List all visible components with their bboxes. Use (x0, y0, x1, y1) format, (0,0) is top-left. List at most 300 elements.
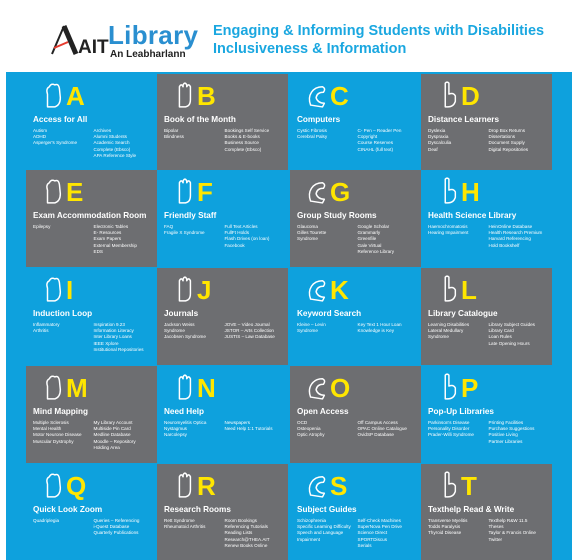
tile-header (164, 372, 281, 406)
tile-t[interactable] (421, 464, 552, 560)
tile-letter: F (197, 177, 213, 207)
tile-n[interactable] (157, 366, 288, 463)
tile-g[interactable] (290, 170, 421, 267)
tile-title: Group Study Rooms (297, 211, 377, 220)
tile-letter: D (461, 81, 480, 111)
condition-item: Arthritis (33, 328, 49, 334)
service-item[interactable]: CINAHL (full text) (357, 146, 394, 152)
tile-header (33, 372, 150, 406)
sign-language-hand-icon (173, 176, 195, 206)
condition-item: Motor Neurone Disease (33, 432, 82, 438)
sign-language-hand-icon (306, 470, 328, 500)
tile-title: Friendly Staff (164, 211, 217, 220)
service-item[interactable]: Knowledge is Key (357, 328, 395, 334)
service-item[interactable]: Serials (357, 542, 372, 548)
service-item[interactable]: Document Supply (488, 140, 525, 146)
conditions-list (297, 322, 354, 334)
conditions-list (164, 518, 221, 549)
condition-item: Specific Learning Difficulty (297, 524, 351, 530)
condition-item: Rheumatoid Arthritis (164, 524, 206, 530)
conditions-list (33, 322, 90, 353)
service-item[interactable]: Referencing Tutorials (224, 524, 268, 530)
condition-item: Dyspraxia (428, 134, 449, 140)
service-item[interactable]: SPORTDiscus (357, 536, 388, 542)
conditions-list (428, 224, 485, 249)
tile-header (33, 470, 150, 504)
service-item[interactable]: Theses (488, 524, 504, 530)
service-item[interactable]: EDS (93, 248, 103, 254)
ait-library-logo[interactable] (50, 18, 200, 62)
conditions-list (297, 420, 354, 439)
condition-item: Syndrome (164, 328, 185, 334)
tile-header (164, 274, 281, 308)
tile-title: Journals (164, 309, 199, 318)
service-item[interactable]: JSTOR – Arts Collection (224, 328, 274, 334)
tile-letter: T (461, 471, 477, 501)
sign-language-hand-icon (437, 274, 459, 304)
tile-lists (164, 322, 281, 341)
services-list (489, 420, 546, 445)
condition-item: Blindness (164, 134, 184, 140)
condition-item: Osteopenia (297, 426, 321, 432)
service-item[interactable]: Medline Database (93, 432, 131, 438)
tile-title: Distance Learners (428, 115, 499, 124)
tile-title: Pop-Up Libraries (428, 407, 494, 416)
service-item[interactable]: Loan Rules (488, 334, 512, 340)
services-list (94, 518, 151, 537)
tile-letter: O (330, 373, 351, 403)
condition-item: Hearing Impairment (428, 230, 469, 236)
logo-subtitle: An Leabharlann (110, 49, 186, 60)
tile-title: Induction Loop (33, 309, 93, 318)
service-item[interactable]: JOVE – Video Journal (224, 322, 270, 327)
conditions-list (33, 420, 90, 451)
conditions-list (164, 420, 221, 439)
conditions-list (164, 224, 221, 249)
tile-lists (33, 224, 150, 255)
condition-item: Thyroid Disease (428, 530, 462, 536)
service-item[interactable]: Archives (93, 128, 112, 133)
service-item[interactable]: Drop Box Returns (488, 128, 526, 133)
tile-j[interactable] (157, 268, 288, 365)
tile-k[interactable] (290, 268, 421, 365)
condition-item: Rett Syndrome (164, 518, 195, 523)
service-item[interactable]: SuperNova Pen Drive (357, 524, 402, 530)
condition-item: Nystagmus (164, 426, 187, 432)
tile-letter: N (197, 373, 216, 403)
sign-language-hand-icon (173, 470, 195, 500)
tile-title: Computers (297, 115, 341, 124)
service-item[interactable]: Dissertations (488, 134, 516, 140)
sign-language-hand-icon (437, 372, 459, 402)
tile-lists (33, 518, 150, 537)
sign-language-hand-icon (42, 372, 64, 402)
sign-language-hand-icon (42, 80, 64, 110)
service-item[interactable]: Twitter (488, 536, 503, 542)
service-item[interactable]: Harvard Referencing (488, 236, 531, 242)
tile-d[interactable] (421, 74, 552, 171)
headline-line-2: Inclusiveness & Information (213, 41, 407, 57)
tile-header (164, 176, 281, 210)
tile-lists (428, 420, 545, 445)
logo-brand-prefix: AIT (78, 37, 109, 56)
tile-header (33, 80, 150, 114)
tile-letter: Q (66, 471, 87, 501)
condition-item: Cystic Fibrosis (297, 128, 327, 133)
tile-letter: C (330, 81, 349, 111)
service-item[interactable]: Complete (Ebsco) (224, 146, 262, 152)
service-item[interactable]: Institutional Repositories (93, 346, 144, 352)
tile-title: Book of the Month (164, 115, 236, 124)
tile-lists (33, 322, 150, 353)
condition-item: Personality Disorder (428, 426, 470, 432)
tile-letter: I (66, 275, 74, 305)
services-list (225, 224, 282, 249)
condition-item: FAQ (164, 224, 174, 229)
tile-header (428, 80, 545, 114)
tile-letter: S (330, 471, 348, 501)
services-list (94, 322, 151, 353)
tile-letter: J (197, 275, 212, 305)
tile-lists (428, 518, 545, 543)
service-item[interactable]: My Library Account (93, 420, 133, 425)
condition-item: Fragile X Syndrome (164, 230, 205, 236)
services-list (358, 128, 415, 153)
condition-item: Autism (33, 128, 48, 133)
tile-header (164, 80, 281, 114)
tile-lists (164, 518, 281, 549)
service-item[interactable]: Electronic Tables (93, 224, 129, 229)
condition-item: Inflammatory (33, 322, 60, 327)
service-item[interactable]: Library Subject Guides (488, 322, 535, 327)
tile-f[interactable] (157, 170, 288, 267)
tile-header (297, 470, 414, 504)
tile-lists (297, 224, 414, 255)
sign-language-hand-icon (173, 80, 195, 110)
service-item[interactable]: Research@THEA.AIT (224, 536, 270, 542)
condition-item: Epilepsy (33, 224, 51, 229)
services-list (94, 224, 151, 255)
page-header (0, 0, 577, 72)
service-item[interactable]: Multiside Pin Card (93, 426, 131, 432)
condition-item: Syndrome (297, 328, 318, 334)
tile-title: Open Access (297, 407, 349, 416)
tile-lists (297, 322, 414, 334)
tile-lists (297, 518, 414, 549)
services-list (489, 322, 546, 347)
condition-item: Dyscalculia (428, 140, 452, 146)
service-item[interactable]: Information Literacy (93, 328, 134, 334)
service-item[interactable]: Google Scholar (357, 224, 390, 229)
service-item[interactable]: Key Text 1 Hour Loan (357, 322, 402, 327)
condition-item: Lateral Medullary (428, 328, 464, 334)
tile-header (297, 176, 414, 210)
tile-lists (428, 224, 545, 249)
condition-item: Jacobsen Syndrome (164, 334, 206, 340)
condition-item: ADHD (33, 134, 47, 140)
tile-letter: E (66, 177, 84, 207)
service-item[interactable]: Moodle – Repository (93, 438, 136, 444)
tile-header (33, 176, 150, 210)
tile-q[interactable] (26, 464, 157, 560)
service-item[interactable]: Self-Check Machines (357, 518, 401, 523)
tile-letter: K (330, 275, 349, 305)
sign-language-hand-icon (437, 80, 459, 110)
service-item[interactable]: Queries – Referencing (93, 518, 140, 523)
service-item[interactable]: i-Quest Database (93, 524, 130, 530)
tile-letter: M (66, 373, 88, 403)
service-item[interactable]: Academic Search (93, 140, 130, 146)
service-item[interactable]: Complete (Ebsco) (93, 146, 131, 152)
tile-title: Mind Mapping (33, 407, 89, 416)
tile-c[interactable] (290, 74, 421, 171)
service-item[interactable]: Partner Libraries (488, 438, 523, 444)
tile-lists (164, 420, 281, 439)
condition-item: Transverse Myelitis (428, 518, 468, 523)
condition-item: Narcolepsy (164, 432, 187, 438)
tile-l[interactable] (421, 268, 552, 365)
sign-language-hand-icon (42, 176, 64, 206)
sign-language-hand-icon (306, 176, 328, 206)
tile-letter: G (330, 177, 351, 207)
service-item[interactable]: Grammarly (357, 230, 381, 236)
sign-language-hand-icon (306, 80, 328, 110)
tile-r[interactable] (157, 464, 288, 560)
condition-item: Parkinson's Disease (428, 420, 470, 425)
tile-s[interactable] (290, 464, 421, 560)
service-item[interactable]: Alumni Students (93, 134, 127, 140)
services-list (94, 420, 151, 451)
service-item[interactable]: Books & E-books (224, 134, 260, 140)
condition-item: Speech and Language (297, 530, 344, 536)
condition-item: Deaf (428, 146, 438, 152)
service-item[interactable]: Room Bookings (224, 518, 257, 523)
service-item[interactable]: Reference Library (357, 248, 395, 254)
tile-title: Exam Accommodation Room (33, 211, 147, 220)
sign-language-hand-icon (306, 372, 328, 402)
tile-title: Subject Guides (297, 505, 357, 514)
service-item[interactable]: Course Reserves (357, 140, 393, 146)
service-item[interactable]: JUSTIS – Law Database (224, 334, 275, 340)
conditions-list (33, 224, 90, 255)
service-item[interactable]: Need Help 1:1 Tutorials (224, 426, 273, 432)
service-item[interactable]: E- Resources (93, 230, 122, 236)
tile-title: Keyword Search (297, 309, 362, 318)
services-list (94, 128, 151, 159)
condition-item: Cerebral Palsy (297, 134, 328, 140)
services-list (225, 518, 282, 549)
tile-letter: L (461, 275, 477, 305)
service-item[interactable]: Gale Virtual (357, 242, 382, 248)
tile-lists (297, 420, 414, 439)
tile-header (297, 372, 414, 406)
conditions-list (164, 128, 221, 153)
sign-language-hand-icon (173, 274, 195, 304)
service-item[interactable]: Bookings Self Service (224, 128, 270, 133)
condition-item: Neuromyelitis Optica (164, 420, 207, 425)
condition-item: Multiple Sclerosis (33, 420, 69, 425)
service-item[interactable]: FullFt Holds (224, 230, 250, 236)
ait-logo-icon (50, 20, 110, 56)
services-list (489, 518, 546, 543)
service-item[interactable]: Health Research Premium (488, 230, 543, 236)
tile-title: Library Catalogue (428, 309, 498, 318)
service-item[interactable]: Positive Living (488, 432, 518, 438)
tile-e[interactable] (26, 170, 157, 267)
services-list (358, 518, 415, 549)
condition-item: Dyslexia (428, 128, 446, 133)
service-item[interactable]: Inspiration 9.23 (93, 322, 125, 327)
tile-header (428, 372, 545, 406)
conditions-list (428, 518, 485, 543)
condition-item: Glaucoma (297, 224, 318, 229)
service-item[interactable]: Hold Bookshelf (488, 242, 520, 248)
tile-m[interactable] (26, 366, 157, 463)
sign-language-hand-icon (42, 274, 64, 304)
sign-language-hand-icon (437, 176, 459, 206)
tile-h[interactable] (421, 170, 552, 267)
conditions-list (297, 518, 354, 549)
conditions-list (297, 224, 354, 255)
condition-item: Bipolar (164, 128, 179, 133)
service-item[interactable]: Business Source (224, 140, 259, 146)
services-list (225, 128, 282, 153)
tile-header (428, 274, 545, 308)
service-item[interactable]: HeinOnline Database (488, 224, 533, 229)
service-item[interactable]: Greenfile (357, 236, 377, 242)
services-list (489, 128, 546, 153)
tile-p[interactable] (421, 366, 552, 463)
condition-item: Todds Paralysis (428, 524, 461, 530)
page-headline (213, 22, 573, 58)
services-list (225, 420, 282, 439)
condition-item: Asperger's Syndrome (33, 140, 78, 146)
condition-item: Jackson Weiss (164, 322, 195, 327)
tile-lists (428, 128, 545, 153)
service-item[interactable]: Texthelp R&W 11.5 (488, 518, 528, 523)
tile-title: Access for All (33, 115, 88, 124)
tile-title: Research Rooms (164, 505, 231, 514)
tile-header (428, 470, 545, 504)
tile-a[interactable] (26, 74, 157, 171)
tile-letter: A (66, 81, 85, 111)
sign-language-hand-icon (173, 372, 195, 402)
tile-lists (164, 224, 281, 249)
tile-letter: B (197, 81, 216, 111)
tile-title: Texthelp Read & Write (428, 505, 515, 514)
condition-item: Quadriplegia (33, 518, 60, 523)
service-item[interactable]: Reading Lists (224, 530, 253, 536)
condition-item: Gilles Tourette (297, 230, 327, 236)
service-item[interactable]: Printing Facilities (488, 420, 524, 425)
tile-o[interactable] (290, 366, 421, 463)
tile-lists (428, 322, 545, 347)
service-item[interactable]: Exam Papers (93, 236, 122, 242)
sign-language-hand-icon (306, 274, 328, 304)
service-item[interactable]: APA Reference Style (93, 152, 137, 158)
conditions-list (164, 322, 221, 341)
condition-item: Mental Health (33, 426, 62, 432)
service-item[interactable]: Purchase Suggestions (488, 426, 535, 432)
tile-letter: P (461, 373, 479, 403)
tile-header (297, 80, 414, 114)
service-item[interactable]: Renew Books Online (224, 542, 268, 548)
service-item[interactable]: External Membership (93, 242, 137, 248)
service-item[interactable]: Copyright (357, 134, 378, 140)
service-item[interactable]: Holding Area (93, 444, 120, 450)
condition-item: Prader-Willi Syndrome (428, 432, 474, 438)
service-item[interactable]: Inter Library Loans (93, 334, 132, 340)
condition-item: OCD (297, 420, 308, 425)
conditions-list (428, 128, 485, 153)
tile-lists (33, 128, 150, 159)
service-item[interactable]: Newspapers (224, 420, 251, 425)
condition-item: Muscular Dystrophy (33, 438, 74, 444)
tile-i[interactable] (26, 268, 157, 365)
condition-item: Haemochromatosis (428, 224, 468, 229)
tile-letter: H (461, 177, 480, 207)
condition-item: Optic Atrophy (297, 432, 325, 438)
tile-header (33, 274, 150, 308)
service-item[interactable]: Facebook (224, 242, 245, 248)
tile-b[interactable] (157, 74, 288, 171)
services-list (225, 322, 282, 341)
condition-item: Syndrome (297, 236, 318, 242)
services-list (489, 224, 546, 249)
services-list (358, 322, 415, 334)
condition-item: Impairment (297, 536, 320, 542)
condition-item: Schizophrenia (297, 518, 327, 523)
service-item[interactable]: Flash Drives (on loan) (224, 236, 270, 242)
service-item[interactable]: IEEE Xplore (93, 340, 119, 346)
service-item[interactable]: Library Card (488, 328, 514, 334)
conditions-list (33, 128, 90, 159)
headline-line-1: Engaging & Informing Students with Disabilities (213, 23, 545, 39)
tile-header (428, 176, 545, 210)
logo-brand: Library (108, 20, 199, 50)
tile-title: Quick Look Zoom (33, 505, 103, 514)
condition-item: Kleine – Levin (297, 322, 326, 327)
service-item[interactable]: Late Opening Hours (488, 340, 530, 346)
tile-header (164, 470, 281, 504)
condition-item: Learning Disabilities (428, 322, 470, 327)
conditions-list (428, 420, 485, 445)
sign-language-hand-icon (437, 470, 459, 500)
service-item[interactable]: Full Text Articles (224, 224, 258, 229)
service-item[interactable]: C- Pen – Reader Pen (357, 128, 402, 133)
sign-language-hand-icon (42, 470, 64, 500)
condition-item: Syndrome (428, 334, 449, 340)
tile-lists (164, 128, 281, 153)
service-item[interactable]: Quarterly Publications (93, 530, 139, 536)
tile-letter: R (197, 471, 216, 501)
service-item[interactable]: Taylor & Francis Online (488, 530, 536, 536)
tile-title: Health Science Library (428, 211, 517, 220)
service-item[interactable]: Digital Repositories (488, 146, 529, 152)
tile-lists (33, 420, 150, 451)
services-list (358, 224, 415, 255)
tile-header (297, 274, 414, 308)
conditions-list (297, 128, 354, 153)
conditions-list (33, 518, 90, 537)
alphabet-board (6, 72, 572, 560)
service-item[interactable]: OPAC Online Catalogue (357, 426, 407, 432)
service-item[interactable]: Science Direct (357, 530, 388, 536)
tile-lists (297, 128, 414, 153)
service-item[interactable]: OvidSP Database (357, 432, 394, 438)
service-item[interactable]: Off Campus Access (357, 420, 398, 425)
services-list (358, 420, 415, 439)
